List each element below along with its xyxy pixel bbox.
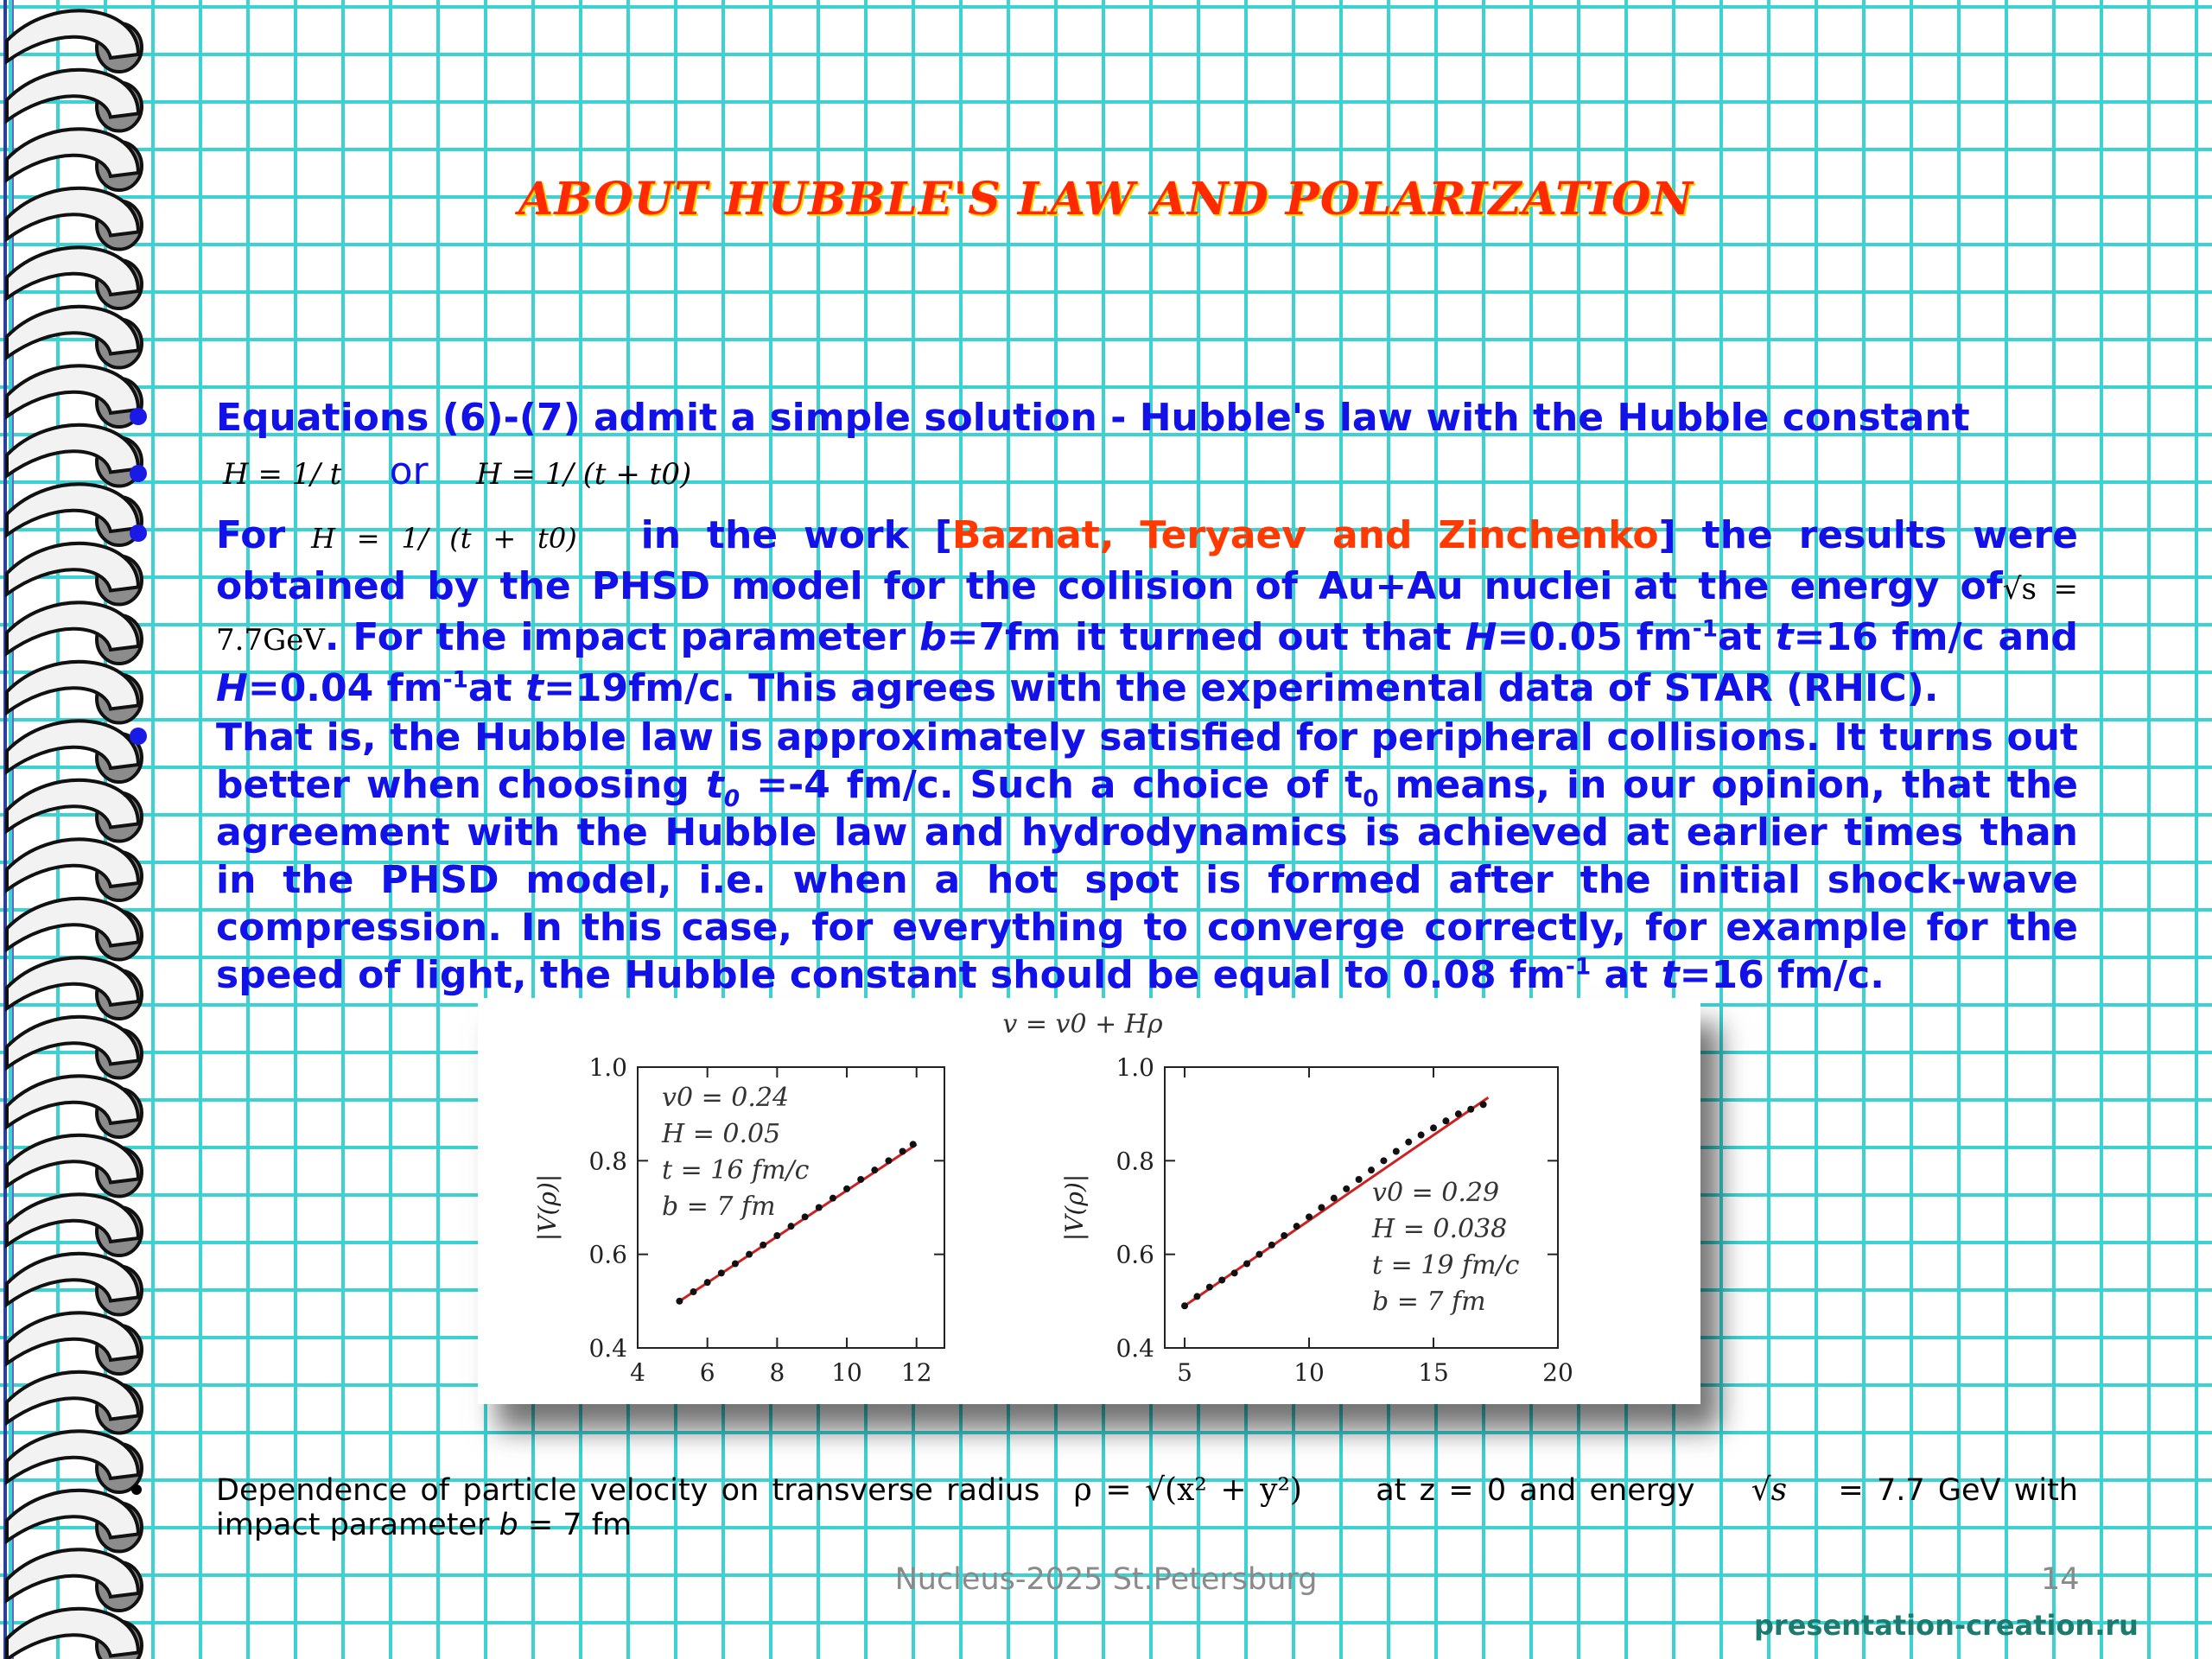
t-symbol: t (1661, 953, 1680, 997)
b-symbol: b (919, 615, 947, 659)
spiral-ring (7, 1135, 142, 1197)
bullet3-rest8: =19fm/c. This agrees with the experimental data of STAR (RHIC). (543, 666, 1939, 710)
spiral-ring (7, 1194, 142, 1255)
data-point (1281, 1232, 1287, 1239)
data-point (690, 1288, 697, 1295)
spiral-ring (7, 602, 142, 664)
bullet3-rest4: =0.05 fm (1497, 615, 1693, 659)
bullet-dot (130, 465, 147, 482)
data-point (732, 1261, 739, 1268)
data-point (910, 1141, 917, 1147)
spiral-ring (7, 1017, 142, 1078)
data-point (1181, 1302, 1188, 1309)
data-point (1231, 1269, 1238, 1276)
data-point (1393, 1148, 1400, 1155)
data-point (1268, 1242, 1275, 1249)
bullet4-part2: =-4 fm/c. Such a choice of t (756, 763, 1363, 807)
t0-subscript: 0 (723, 785, 741, 812)
data-point (843, 1185, 850, 1192)
plot-annotation: H = 0.05 (662, 1119, 781, 1149)
x-tick-label: 4 (630, 1358, 645, 1387)
data-point (857, 1176, 864, 1183)
H-symbol: H (216, 666, 248, 710)
data-point (704, 1279, 711, 1286)
spiral-ring (7, 1254, 142, 1315)
x-tick-label: 10 (831, 1358, 862, 1387)
y-axis-label: |V(ρ)| (1060, 1173, 1089, 1242)
data-point (816, 1205, 823, 1211)
rho-formula: ρ = √(x² + y²) (1073, 1472, 1302, 1508)
spiral-ring (7, 662, 142, 723)
bullet-text-1: Equations (6)-(7) admit a simple solution - Hubble's law with the Hubble constant (216, 396, 1970, 440)
caption-part2: at z = 0 and energy (1376, 1473, 1695, 1508)
bullet3-rest5: at (1718, 615, 1762, 659)
x-tick-label: 8 (769, 1358, 785, 1387)
bullet3-rest1: ] the results were obtained by the PHSD model for the collision of Au+Au nuclei at the energy of (216, 513, 2079, 608)
plot-annotation: v0 = 0.24 (662, 1083, 790, 1113)
data-point (676, 1298, 683, 1305)
page-number: 14 (2041, 1562, 2080, 1597)
authors-citation: Baznat, Teryaev and Zinchenko (951, 513, 1659, 557)
plot-annotation: t = 19 fm/c (1372, 1250, 1520, 1281)
spiral-ring (7, 721, 142, 782)
exponent: -1 (1692, 615, 1719, 643)
in-work-label: in the work [ (640, 513, 952, 557)
bullet4-part1: That is, the Hubble law is approximately satisfied for peripheral collisions. It turns out better when choosing (216, 715, 2078, 807)
data-point (871, 1166, 878, 1173)
y-tick-label: 1.0 (1116, 1053, 1154, 1082)
or-label: or (389, 449, 429, 493)
figure-caption (216, 1473, 2078, 1542)
caption-b-symbol: b (499, 1508, 518, 1542)
data-point (746, 1251, 753, 1258)
bullet3-rest5b: at (467, 666, 512, 710)
energy-formula: √s = 7.7GeV (216, 572, 2078, 658)
x-tick-label: 10 (1294, 1358, 1325, 1387)
formula-hubble-simple: H = 1/ t (223, 457, 342, 492)
spiral-ring (7, 780, 142, 842)
spiral-ring (7, 365, 142, 427)
data-point (899, 1148, 906, 1155)
exponent: -1 (442, 666, 468, 694)
bullet-dot (130, 728, 147, 745)
watermark: presentation-creation.ru (1754, 1609, 2139, 1642)
t-symbol: t (1775, 615, 1794, 659)
spiral-ring (7, 1372, 142, 1433)
spiral-ring (7, 425, 142, 486)
bullet3-rest2: . For the impact parameter (324, 615, 906, 659)
data-point (760, 1242, 766, 1249)
y-tick-label: 0.4 (588, 1334, 627, 1363)
plot-annotation: H = 0.038 (1372, 1214, 1508, 1244)
spiral-ring (7, 1076, 142, 1137)
data-point (1318, 1205, 1325, 1211)
data-point (1455, 1110, 1462, 1117)
spiral-ring (7, 543, 142, 605)
t0-subscript: 0 (1363, 785, 1379, 812)
data-point (1380, 1157, 1387, 1164)
bullet4-part5: =16 fm/c. (1679, 953, 1885, 997)
spiral-ring (7, 70, 142, 131)
sqrt-s-formula: √s (1751, 1472, 1788, 1508)
data-point (1442, 1117, 1449, 1124)
data-point (1294, 1223, 1300, 1230)
x-tick-label: 12 (900, 1358, 932, 1387)
y-tick-label: 0.4 (1116, 1334, 1154, 1363)
spiral-ring (7, 247, 142, 308)
x-tick-label: 20 (1542, 1358, 1573, 1387)
chart-title: v = v0 + Hρ (1002, 1009, 1163, 1039)
data-point (1343, 1185, 1350, 1192)
spiral-ring (7, 1491, 142, 1552)
data-point (1405, 1139, 1412, 1146)
bullet-dot (130, 524, 147, 542)
data-point (1467, 1106, 1474, 1113)
data-point (1356, 1176, 1363, 1183)
caption-part3: = 7.7 GeV with impact parameter (216, 1473, 2078, 1542)
bullet3-rest3: =7fm it turned out that (946, 615, 1452, 659)
data-point (773, 1232, 780, 1239)
data-point (1206, 1284, 1213, 1291)
t-symbol: t (524, 666, 544, 710)
plot-annotation: v0 = 0.29 (1372, 1178, 1500, 1208)
caption-part1: Dependence of particle velocity on transverse radius (216, 1473, 1040, 1508)
plot-annotation: b = 7 fm (1372, 1287, 1486, 1317)
bullet-text-3 (216, 512, 2078, 712)
y-tick-label: 0.8 (588, 1147, 627, 1176)
data-point (1480, 1101, 1487, 1108)
data-point (1193, 1293, 1200, 1300)
bullet-text-4 (216, 714, 2078, 999)
caption-part4: = 7 fm (527, 1508, 632, 1542)
spiral-ring (7, 307, 142, 368)
spiral-ring (7, 1431, 142, 1492)
formula-hubble-for: H = 1/ (t + t0) (311, 522, 577, 555)
bullet-text-2 (223, 448, 2085, 499)
data-point (1430, 1124, 1437, 1131)
data-point (802, 1213, 809, 1220)
velocity-radius-plots (478, 998, 1700, 1404)
data-point (885, 1157, 892, 1164)
data-point (1418, 1132, 1425, 1139)
data-point (830, 1195, 836, 1202)
bullet-dot (130, 408, 147, 425)
exponent: -1 (1565, 953, 1592, 981)
spiral-ring (7, 839, 142, 900)
figure-panel (478, 998, 1700, 1404)
y-tick-label: 0.6 (1116, 1240, 1154, 1269)
x-tick-label: 5 (1177, 1358, 1192, 1387)
spiral-ring (7, 1609, 142, 1659)
x-tick-label: 15 (1418, 1358, 1449, 1387)
slide-footer: Nucleus-2025 St.Petersburg (894, 1562, 1318, 1597)
plot-annotation: t = 16 fm/c (662, 1155, 810, 1185)
data-point (1255, 1251, 1262, 1258)
spiral-ring (7, 957, 142, 1019)
data-point (788, 1223, 795, 1230)
plot-annotation: b = 7 fm (662, 1192, 776, 1222)
y-tick-label: 0.8 (1116, 1147, 1154, 1176)
data-point (1331, 1195, 1338, 1202)
data-point (718, 1269, 725, 1276)
for-label: For (216, 513, 286, 557)
spiral-ring (7, 899, 142, 960)
formula-hubble-shifted: H = 1/ (t + t0) (475, 457, 692, 492)
spiral-binding (0, 0, 164, 1659)
H-symbol: H (1465, 615, 1497, 659)
data-point (1243, 1261, 1250, 1268)
spiral-ring (7, 484, 142, 545)
data-point (1368, 1166, 1375, 1173)
bullet4-part3: means, in our opinion, that the agreement with the Hubble law and hydrodynamics is achieved at earlier times than in the PHSD model, i.e. when a hot spot is formed after the initial shock-wave compression. In this case, for everything to converge correctly, for example for the speed of light, the Hubble constant should be equal to 0.08 fm (216, 763, 2079, 997)
bullet3-rest7: =0.04 fm (247, 666, 443, 710)
y-tick-label: 1.0 (588, 1053, 627, 1082)
caption-bullet (131, 1484, 142, 1495)
slide-title: ABOUT HUBBLE'S LAW AND POLARIZATION (518, 173, 1694, 226)
t0-symbol: t (705, 763, 724, 807)
spiral-ring (7, 1313, 142, 1374)
y-axis-label: |V(ρ)| (533, 1173, 562, 1242)
bullet3-rest6: =16 fm/c and (1793, 615, 2079, 659)
x-tick-label: 6 (699, 1358, 715, 1387)
data-point (1306, 1213, 1313, 1220)
spiral-ring (7, 10, 142, 72)
data-point (1218, 1276, 1225, 1283)
y-tick-label: 0.6 (588, 1240, 627, 1269)
bullet4-part4: at (1604, 953, 1649, 997)
